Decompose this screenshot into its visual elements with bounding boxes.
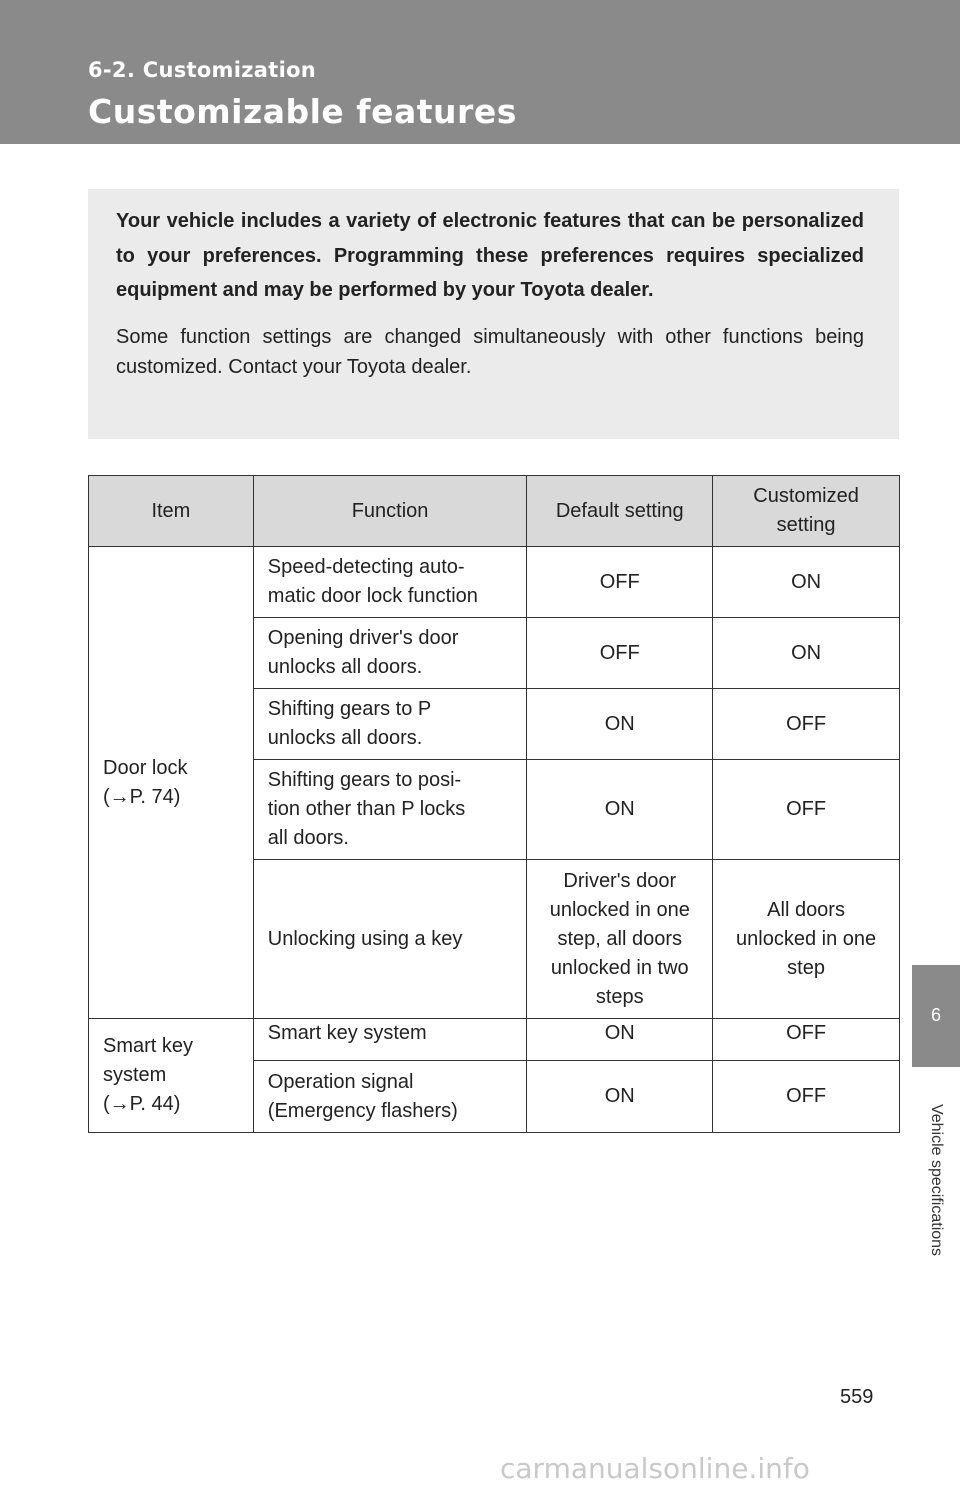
function-line: (Emergency flashers)	[267, 1099, 458, 1122]
page-header	[0, 0, 960, 144]
header-default-setting: Default setting	[527, 476, 713, 547]
default-line: Driver's door	[563, 869, 677, 892]
custom-cell	[713, 760, 900, 860]
watermark: carmanualsonline.info	[500, 1452, 810, 1485]
function-line: Shifting gears to P	[267, 698, 432, 720]
function-line: Speed-detecting auto-	[267, 556, 465, 578]
table-header-row	[89, 476, 900, 547]
custom-cell	[713, 1019, 900, 1061]
default-value: OFF	[599, 570, 640, 593]
default-value: ON	[604, 1022, 635, 1044]
item-label: system	[103, 1064, 167, 1086]
function-cell	[253, 760, 527, 860]
default-line: unlocked in one	[549, 898, 690, 921]
customization-table	[88, 475, 900, 1133]
custom-value: OFF	[786, 1022, 827, 1044]
header-item: Item	[89, 476, 254, 547]
default-value: ON	[604, 798, 635, 820]
header-function: Function	[253, 476, 527, 547]
default-value: ON	[604, 712, 635, 735]
function-cell	[253, 1061, 527, 1133]
header-customized-setting: Customized setting	[713, 476, 900, 547]
custom-cell	[713, 1061, 900, 1133]
function-line: Opening driver's door	[267, 627, 459, 649]
default-cell	[527, 547, 713, 618]
default-cell	[527, 1061, 713, 1133]
chapter-number: 6	[930, 1005, 941, 1025]
custom-line: unlocked in one	[736, 927, 877, 950]
custom-value: OFF	[786, 1085, 827, 1107]
default-cell	[527, 1019, 713, 1061]
default-line: unlocked in two	[550, 956, 689, 979]
item-page-ref: (→P. 74)	[103, 785, 181, 808]
custom-line: step	[787, 956, 825, 979]
default-cell	[527, 760, 713, 860]
custom-value: ON	[791, 570, 822, 593]
default-value: ON	[604, 1085, 635, 1107]
custom-cell	[713, 547, 900, 618]
function-line: Smart key system	[267, 1022, 427, 1044]
table-row	[89, 1019, 900, 1061]
page-number: 559	[840, 1386, 874, 1408]
section-label: 6-2. Customization	[88, 58, 317, 82]
page-title: Customizable features	[88, 92, 517, 131]
intro-bold-text: Your vehicle includes a variety of electronic features that can be personalized to your preferences. Programming these preferences requires specialized equipment and may be performed by your Toyota dealer.	[116, 210, 864, 301]
function-line: unlocks all doors.	[267, 656, 423, 678]
function-line: matic door lock function	[267, 585, 478, 607]
item-page-ref: (→P. 44)	[103, 1093, 181, 1115]
table-row	[89, 547, 900, 618]
function-line: unlocks all doors.	[267, 727, 423, 749]
function-line: tion other than P locks	[267, 798, 466, 820]
custom-line: All doors	[767, 898, 845, 921]
default-line: steps	[595, 985, 644, 1008]
function-cell	[253, 618, 527, 689]
custom-value: ON	[791, 641, 822, 664]
default-cell	[527, 689, 713, 760]
chapter-label: Vehicle specifications	[928, 1103, 945, 1257]
chapter-tab	[912, 965, 960, 1067]
item-label: Smart key	[103, 1035, 194, 1057]
function-cell	[253, 547, 527, 618]
function-cell	[253, 860, 527, 1019]
function-cell	[253, 1019, 527, 1061]
custom-value: OFF	[786, 798, 827, 820]
item-cell-door-lock	[89, 547, 254, 1019]
default-cell	[527, 860, 713, 1019]
custom-cell	[713, 618, 900, 689]
item-label: Door lock	[103, 756, 188, 779]
function-line: Operation signal	[267, 1070, 414, 1093]
intro-note-text: Some function settings are changed simultaneously with other functions being customized. Contact your Toyota dealer.	[116, 325, 864, 378]
custom-cell	[713, 860, 900, 1019]
intro-box	[88, 189, 899, 439]
function-line: Unlocking using a key	[267, 927, 463, 950]
custom-cell	[713, 689, 900, 760]
default-value: OFF	[599, 641, 640, 664]
default-cell	[527, 618, 713, 689]
function-line: all doors.	[267, 827, 349, 849]
item-cell-smart-key	[89, 1019, 254, 1133]
function-cell	[253, 689, 527, 760]
custom-value: OFF	[786, 712, 827, 735]
default-line: step, all doors	[557, 927, 683, 950]
function-line: Shifting gears to posi-	[267, 769, 462, 791]
